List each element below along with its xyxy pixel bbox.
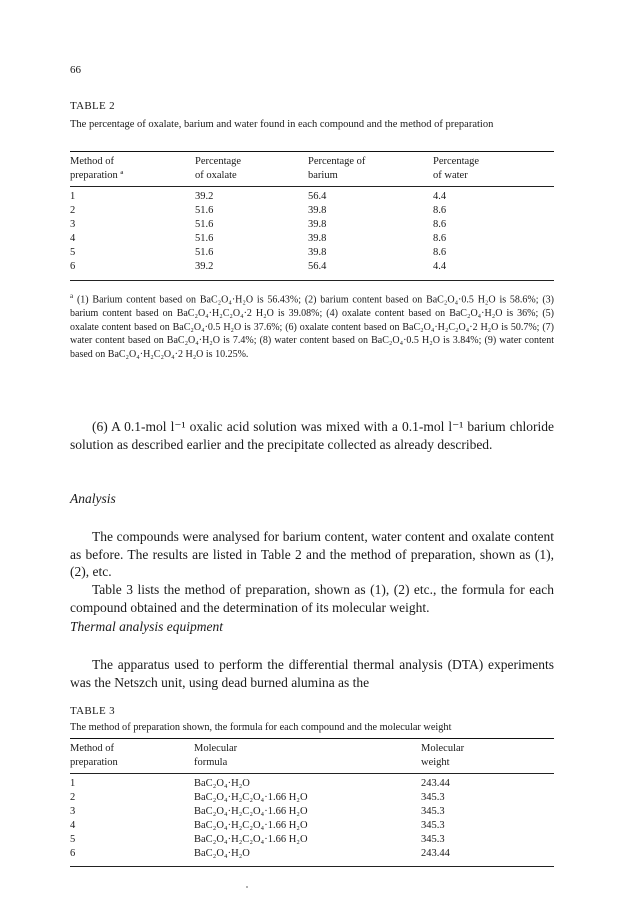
table2-cell-water: 8.6	[433, 247, 447, 258]
table3-top-rule	[70, 738, 554, 739]
footnote-marker: a	[70, 292, 74, 300]
table2-cell-water: 8.6	[433, 205, 447, 216]
table2-cell-barium: 56.4	[308, 191, 327, 202]
paragraph-analysis-2: Table 3 lists the method of preparation, shown as (1), (2) etc., the formula for each compound obtained and the determination of its molecular weight.	[70, 582, 554, 615]
table3-bottom-rule	[70, 866, 554, 867]
table2-cell-oxalate: 39.2	[195, 191, 214, 202]
table3-header-method-1: Method of	[70, 743, 115, 754]
table2-header-oxalate-1: Percentage	[195, 156, 242, 167]
table2-cell-barium: 39.8	[308, 219, 327, 230]
table2-cell-method: 4	[70, 233, 76, 244]
table2-cell-barium: 39.8	[308, 247, 327, 258]
table2-cell-barium: 39.8	[308, 205, 327, 216]
table2-cell-oxalate: 39.2	[195, 261, 214, 272]
table2-header-rule	[70, 186, 554, 187]
table3-description: The method of preparation shown, the formula for each compound and the molecular weight	[70, 722, 452, 733]
table3-cell-formula: BaC₂O₄·H₂C₂O₄·1.66 H₂O	[194, 792, 308, 803]
table2-top-rule	[70, 151, 554, 152]
table2-header-method-2: preparation ª	[70, 170, 124, 181]
table2-bottom-rule	[70, 280, 554, 281]
table3-cell-method: 6	[70, 848, 76, 859]
table3-header-method-2: preparation	[70, 757, 118, 768]
table3-cell-weight: 345.3	[421, 820, 445, 831]
paragraph-method-6: (6) A 0.1-mol l⁻¹ oxalic acid solution was mixed with a 0.1-mol l⁻¹ barium chloride solution as described earlier and the precipitate collected as already described.	[70, 419, 554, 452]
table3-cell-method: 4	[70, 820, 76, 831]
table2-cell-oxalate: 51.6	[195, 233, 214, 244]
table2-cell-water: 4.4	[433, 191, 447, 202]
table2-description: The percentage of oxalate, barium and water found in each compound and the method of preparation	[70, 119, 494, 130]
footnote-text: (1) Barium content based on BaC₂O₄·H₂O is 56.43%; (2) barium content based on BaC₂O₄·0.5 H₂O is 58.6%; (3) barium content based on BaC₂O₄·H₂C₂O₄·2 H₂O is 39.08%; (4) oxalate content based on BaC₂O₄·H₂O is 36%; (5) oxalate content based on BaC₂O₄·0.5 H₂O is 37.6%; (6) oxalate content based on BaC₂O₄·H₂C₂O₄·2 H₂O is 50.7%; (7) water content based on BaC₂O₄·H₂O is 7.4%; (8) water content based on BaC₂O₄·0.5 H₂O is 3.84%; (9) water content based on BaC₂O₄·H₂C₂O₄·2 H₂O is 10.25%.	[70, 294, 555, 360]
table2-caption: TABLE 2	[70, 100, 115, 112]
table2-cell-oxalate: 51.6	[195, 219, 214, 230]
table2-cell-method: 5	[70, 247, 76, 258]
table3-header-formula-2: formula	[194, 757, 228, 768]
table3-cell-formula: BaC₂O₄·H₂O	[194, 778, 250, 789]
table2-header-method-1: Method of	[70, 156, 115, 167]
paragraph-thermal-1: The apparatus used to perform the differential thermal analysis (DTA) experiments was the Netszch unit, using dead burned alumina as the	[70, 657, 554, 690]
table3-header-formula-1: Molecular	[194, 743, 238, 754]
table2-cell-water: 8.6	[433, 233, 447, 244]
table2-header-barium-1: Percentage of	[308, 156, 366, 167]
table2-cell-method: 2	[70, 205, 76, 216]
table2-cell-barium: 39.8	[308, 233, 327, 244]
table3-caption: TABLE 3	[70, 705, 115, 717]
table2-header-oxalate-2: of oxalate	[195, 170, 237, 181]
page-number: 66	[70, 64, 81, 76]
table3-cell-weight: 345.3	[421, 806, 445, 817]
table2-cell-method: 3	[70, 219, 76, 230]
table2-header-water-1: Percentage	[433, 156, 480, 167]
table2-cell-oxalate: 51.6	[195, 205, 214, 216]
table2-header-barium-2: barium	[308, 170, 338, 181]
table3-cell-formula: BaC₂O₄·H₂C₂O₄·1.66 H₂O	[194, 834, 308, 845]
table3-cell-weight: 243.44	[421, 778, 450, 789]
table3-cell-method: 2	[70, 792, 76, 803]
table2-cell-barium: 56.4	[308, 261, 327, 272]
table2-header-water-2: of water	[433, 170, 468, 181]
table3-header-weight-2: weight	[421, 757, 450, 768]
table3-cell-weight: 345.3	[421, 834, 445, 845]
table2-cell-method: 6	[70, 261, 76, 272]
scan-speck	[246, 886, 248, 888]
table3-cell-weight: 243.44	[421, 848, 450, 859]
table3-header-rule	[70, 773, 554, 774]
table3-cell-method: 1	[70, 778, 76, 789]
table3-cell-method: 5	[70, 834, 76, 845]
table2-cell-oxalate: 51.6	[195, 247, 214, 258]
table2-cell-method: 1	[70, 191, 76, 202]
table3-cell-weight: 345.3	[421, 792, 445, 803]
paragraph-analysis-1: The compounds were analysed for barium content, water content and oxalate content as before. The results are listed in Table 2 and the method of preparation, shown as (1), (2), etc.	[70, 529, 554, 579]
table3-cell-formula: BaC₂O₄·H₂C₂O₄·1.66 H₂O	[194, 806, 308, 817]
table2-footnote	[70, 290, 554, 361]
heading-thermal-analysis: Thermal analysis equipment	[70, 619, 223, 634]
table2-cell-water: 4.4	[433, 261, 447, 272]
table3-header-weight-1: Molecular	[421, 743, 465, 754]
table3-cell-formula: BaC₂O₄·H₂C₂O₄·1.66 H₂O	[194, 820, 308, 831]
heading-analysis: Analysis	[70, 491, 116, 506]
table2-cell-water: 8.6	[433, 219, 447, 230]
table3-cell-formula: BaC₂O₄·H₂O	[194, 848, 250, 859]
table3-cell-method: 3	[70, 806, 76, 817]
